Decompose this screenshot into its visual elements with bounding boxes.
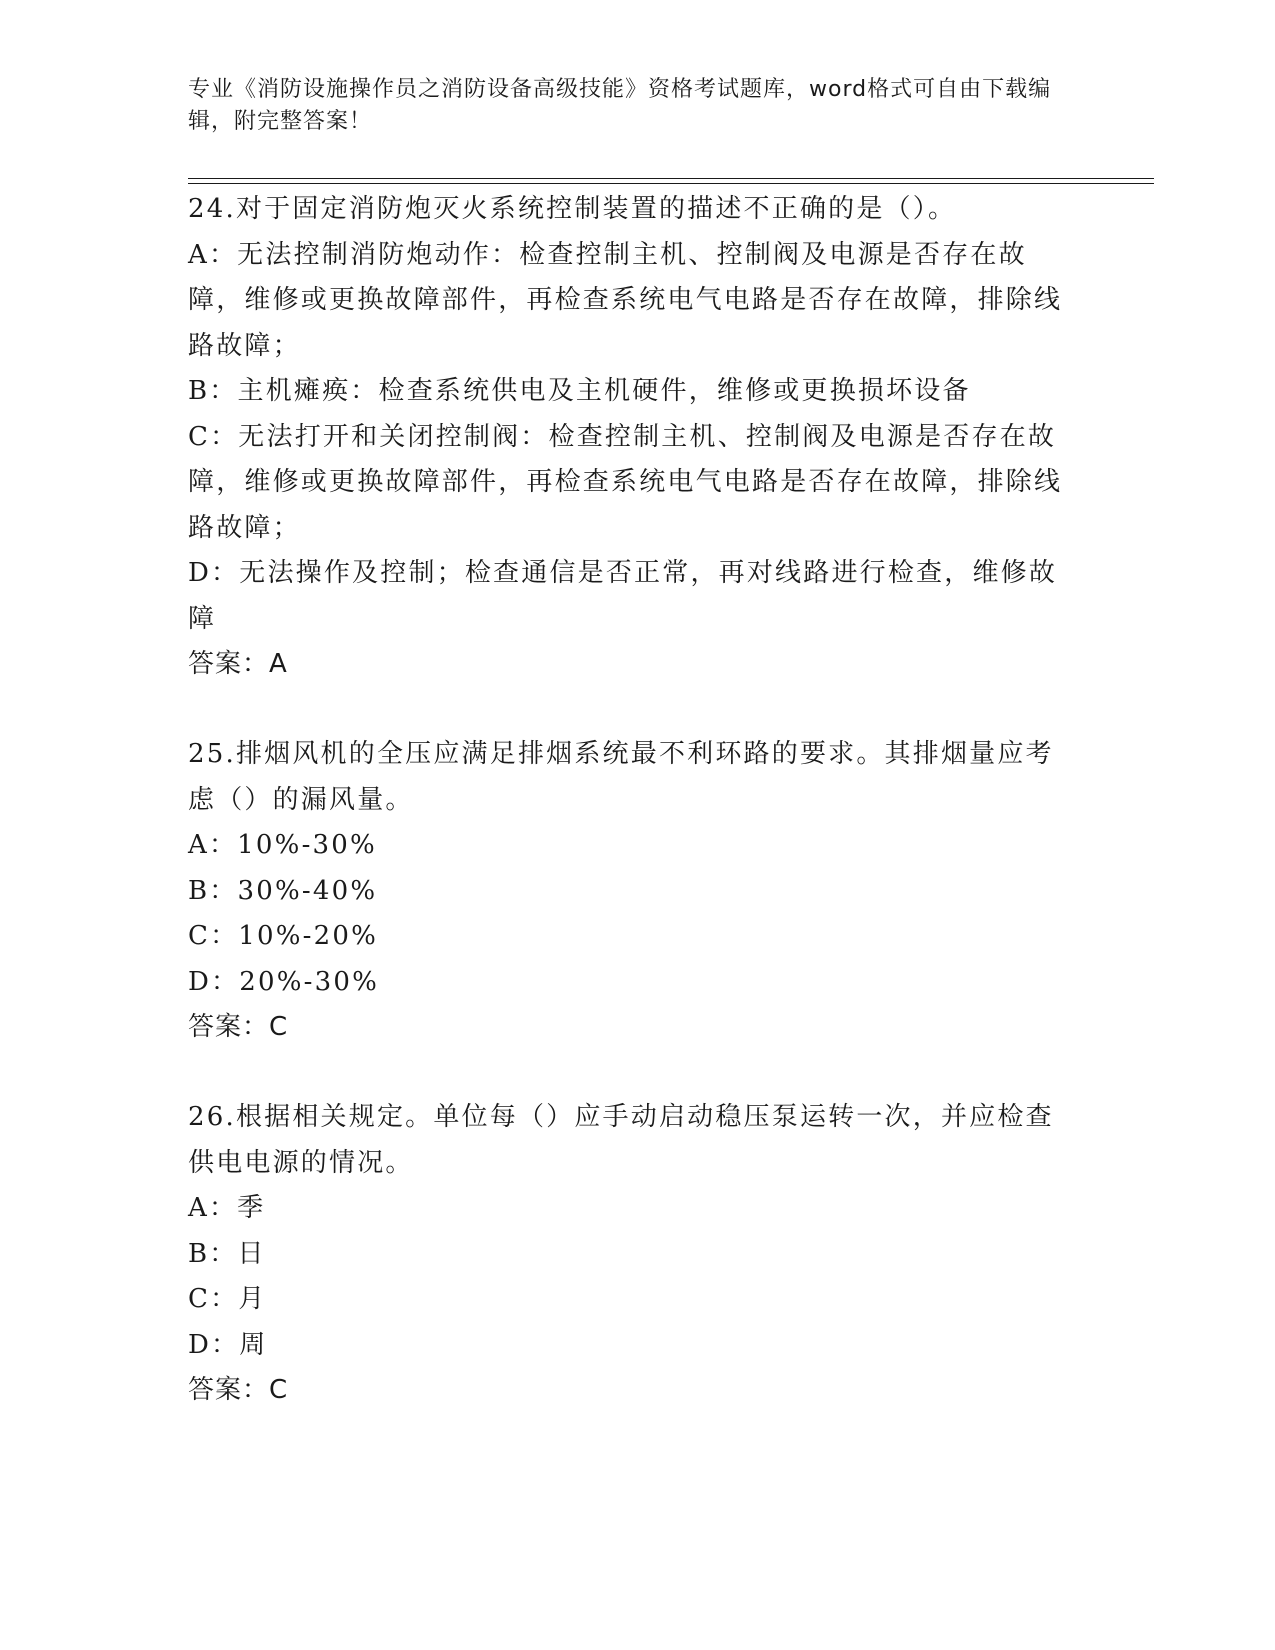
option-a: A：10%-30% — [188, 830, 377, 860]
question-24 — [188, 187, 1068, 688]
document-header: 专业《消防设施操作员之消防设备高级技能》资格考试题库，word格式可自由下载编辑，附完整答案！ — [188, 77, 1052, 134]
question-26 — [188, 1095, 1068, 1414]
option-a: A：无法控制消防炮动作：检查控制主机、控制阀及电源是否存在故障，维修或更换故障部件，再检查系统电气电路是否存在故障，排除线路故障； — [188, 239, 1063, 361]
option-c: C：10%-20% — [188, 921, 379, 951]
option-c: C：无法打开和关闭控制阀：检查控制主机、控制阀及电源是否存在故障，维修或更换故障部件，再检查系统电气电路是否存在故障，排除线路故障； — [188, 421, 1063, 543]
question-stem: 25.排烟风机的全压应满足排烟系统最不利环路的要求。其排烟量应考虑（）的漏风量。 — [188, 739, 1054, 815]
option-c: C：月 — [188, 1284, 267, 1314]
option-a: A：季 — [188, 1193, 266, 1223]
header-divider-bottom — [188, 183, 1154, 184]
question-stem: 24.对于固定消防炮灭火系统控制装置的描述不正确的是（）。 — [188, 194, 957, 224]
header-divider-top — [188, 178, 1154, 179]
question-stem: 26.根据相关规定。单位每（）应手动启动稳压泵运转一次，并应检查供电电源的情况。 — [188, 1102, 1054, 1178]
answer: 答案：A — [188, 649, 288, 679]
answer: 答案：C — [188, 1375, 289, 1405]
option-b: B：主机瘫痪：检查系统供电及主机硬件，维修或更换损坏设备 — [188, 376, 971, 406]
option-b: B：30%-40% — [188, 875, 378, 906]
option-b: B：日 — [188, 1238, 266, 1269]
answer: 答案：C — [188, 1012, 289, 1042]
option-d: D：20%-30% — [188, 966, 380, 997]
question-25 — [188, 732, 1068, 1051]
option-d: D：无法操作及控制；检查通信是否正常，再对线路进行检查，维修故障 — [188, 558, 1058, 634]
option-d: D：周 — [188, 1329, 268, 1360]
